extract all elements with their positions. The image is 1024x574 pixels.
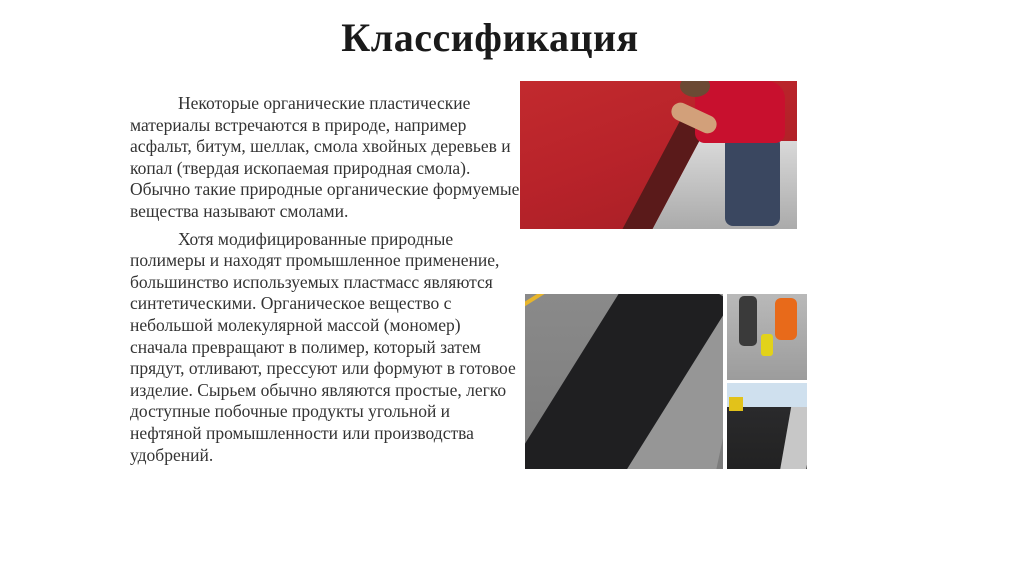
photo-curb xyxy=(779,407,807,469)
photo-machine xyxy=(729,397,743,411)
slide-body-text xyxy=(130,93,520,472)
photo-worker-leg xyxy=(725,136,780,226)
paragraph-natural-resins: Некоторые органические пластические материалы встречаются в природе, например асфальт, битум, шеллак, смола хвойных деревьев и копал (твердая ископаемая природная смола). Обычно такие природные органические формуемые вещества называют смолами. xyxy=(130,93,520,221)
photo-yellow-line xyxy=(525,294,547,383)
photo-person xyxy=(739,296,757,346)
road-workers-photo xyxy=(727,294,807,380)
slide-title: Классификация xyxy=(341,15,639,60)
paragraph-synthetic-plastics: Хотя модифицированные природные полимеры и находят промышленное применение, большинство используемых пластмасс являются синтетическими. Органическое вещество с небольшой молекулярной массой (мономер) сначала превращают в полимер, который затем прядут, отливают, прессуют или формуют в готовое изделие. Сырьем обычно являются простые, легко доступные побочные продукты угольной и нефтяной промышленности или производства удобрений. xyxy=(130,228,516,465)
photo-tool xyxy=(761,334,773,356)
asphalt-road-photo xyxy=(525,294,723,469)
photo-yellow-line xyxy=(525,294,555,393)
photo-person-orange xyxy=(775,298,797,340)
red-coating-photo xyxy=(520,81,797,229)
paving-photo xyxy=(727,383,807,469)
